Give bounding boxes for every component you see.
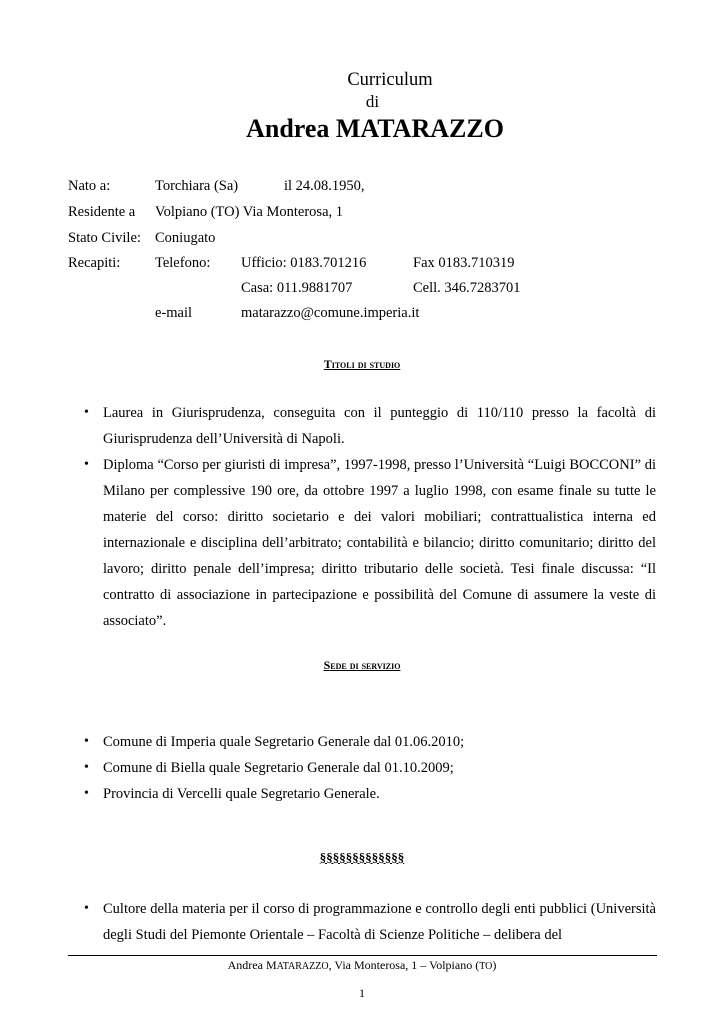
bullet-icon: •	[84, 786, 89, 801]
titoli-heading-initial: T	[323, 357, 332, 371]
titoli-item-text: Laurea in Giurisprudenza, conseguita con il punteggio di 110/110 presso la facoltà di Giurisprudenza dell’Università di Napoli.	[103, 405, 656, 447]
page-number: 1	[359, 986, 365, 1000]
footer-province: TO	[479, 961, 493, 972]
office-phone: Ufficio: 0183.701216	[241, 255, 367, 271]
bullet-icon: •	[84, 405, 89, 420]
titoli-item-text: Diploma “Corso per giuristi di impresa”, 1997-1998, presso l’Università “Luigi BOCCONI” di Milano per complessive 190 ore, da ottobre 1997 a luglio 1998, con esame finale su tutte le materie del corso: diritto societario e dei valori mobiliari; contrattualistica interna ed internazionale e disciplina dell’arbitrato; contabilità e bilancio; diritto comunitario; diritto del lavoro; diritto penale dell’impresa; diritto tributario delle società. Tesi finale discussa: “Il contratto di associazione in partecipazione e possibilità del Comune di assumere la veste di associato”.	[103, 457, 656, 629]
born-place: Torchiara (Sa)	[155, 178, 239, 194]
section-separator-heading: §§§§§§§§§§§§§	[319, 850, 405, 865]
contacts-label: Recapiti:	[68, 255, 121, 271]
cell-phone: Cell. 346.7283701	[413, 280, 521, 296]
bullet-icon: •	[84, 734, 89, 749]
resident-label: Residente a	[68, 204, 136, 220]
cv-title-curriculum: Curriculum	[347, 70, 433, 90]
list-item	[68, 400, 656, 452]
titoli-heading-rest: itoli di studio	[331, 357, 401, 371]
list-item	[68, 452, 656, 634]
list-item	[68, 729, 656, 755]
resident-value: Volpiano (TO) Via Monterosa, 1	[155, 204, 344, 220]
sede-heading-initial: S	[323, 658, 331, 672]
civil-status-label: Stato Civile:	[68, 230, 141, 246]
civil-status-value: Coniugato	[155, 230, 216, 246]
sede-heading-rest: ede di servizio	[330, 658, 401, 672]
sede-item-text: Comune di Biella quale Segretario Generale dal 01.10.2009;	[103, 760, 454, 776]
bullet-icon: •	[84, 457, 89, 472]
section3-item-text: Cultore della materia per il corso di programmazione e controllo degli enti pubblici (Università degli Studi del Piemonte Orientale – Facoltà di Scienze Politiche – delibera del	[103, 901, 656, 943]
footer-name-start: Andrea M	[227, 958, 277, 972]
email-address: matarazzo@comune.imperia.it	[241, 305, 420, 321]
born-date: il 24.08.1950,	[284, 178, 365, 194]
list-item	[68, 781, 656, 807]
footer-close-paren: )	[492, 958, 497, 972]
fax-number: Fax 0183.710319	[413, 255, 515, 271]
sede-item-text: Comune di Imperia quale Segretario Generale dal 01.06.2010;	[103, 734, 465, 750]
footer-name-rest: ATARAZZO	[276, 961, 329, 972]
email-label: e-mail	[155, 305, 193, 321]
footer-divider	[68, 955, 657, 956]
cv-title-name: Andrea MATARAZZO	[246, 114, 504, 143]
titoli-heading	[0, 357, 724, 372]
section3-list	[68, 896, 656, 948]
cv-title-di: di	[365, 92, 380, 111]
footer-text	[0, 958, 724, 973]
home-phone: Casa: 011.9881707	[241, 280, 353, 296]
phone-label: Telefono:	[155, 255, 211, 271]
bullet-icon: •	[84, 760, 89, 775]
born-label: Nato a:	[68, 178, 111, 194]
bullet-icon: •	[84, 901, 89, 916]
list-item	[68, 896, 656, 948]
sede-item-text: Provincia di Vercelli quale Segretario Generale.	[103, 786, 380, 802]
titoli-list	[68, 400, 656, 634]
list-item	[68, 755, 656, 781]
sede-list	[68, 729, 656, 807]
footer-address: , Via Monterosa, 1 – Volpiano (	[328, 958, 480, 972]
sede-heading	[0, 658, 724, 673]
